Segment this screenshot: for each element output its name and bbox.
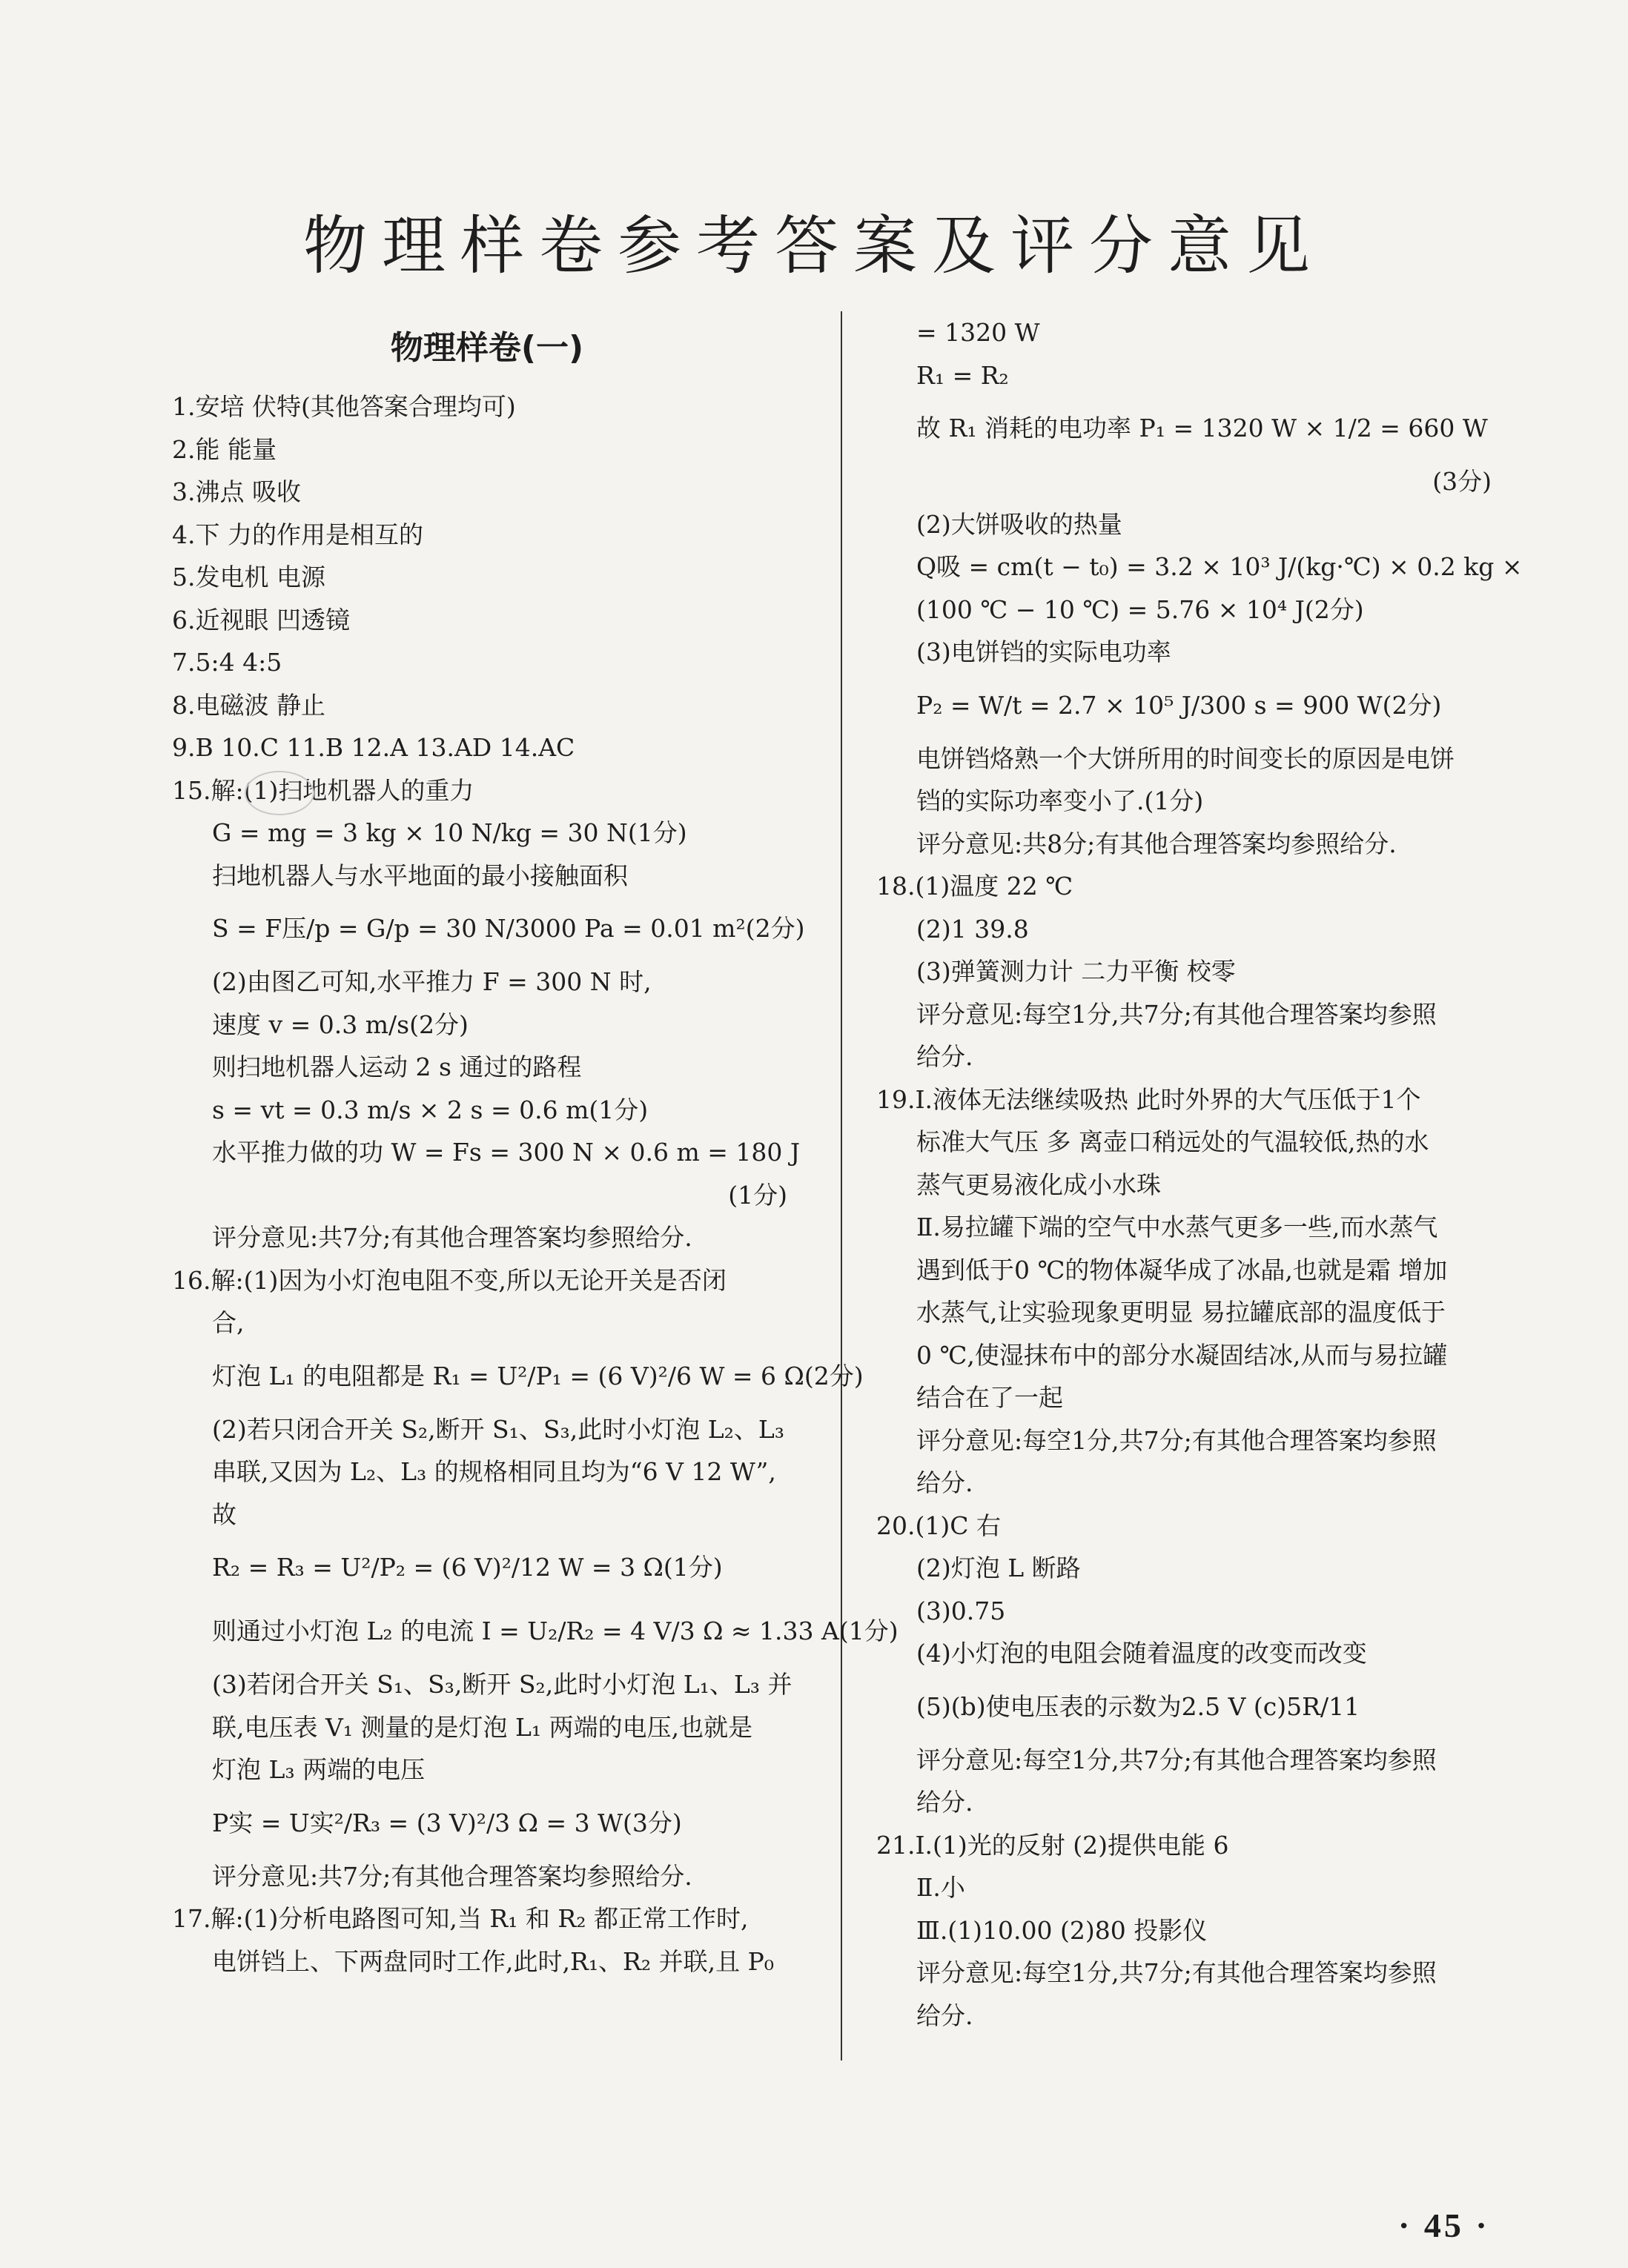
grading-note: 评分意见:共7分;有其他合理答案均参照给分. [212,1223,692,1252]
answer-16-formula: R₂ = R₃ = U²/P₂ = (6 V)²/12 W = 3 Ω(1分) [212,1553,723,1582]
score-note: (1分) [728,1180,787,1210]
answer-16-formula: 灯泡 L₁ 的电阻都是 R₁ = U²/P₁ = (6 V)²/6 W = 6 Ω(2分) [212,1361,864,1390]
section-title: 物理样卷(一) [390,329,584,367]
answer-16-formula: P实 = U实²/R₃ = (3 V)²/3 Ω = 3 W(3分) [212,1808,682,1837]
answer-1: 1.安培 伏特(其他答案合理均可) [172,392,516,421]
answer-17-line: (3)电饼铛的实际电功率 [916,637,1171,666]
answer-2: 2.能 能量 [172,434,277,464]
answer-17-line: R₁ = R₂ [916,360,1009,390]
grading-note: 给分. [916,1468,973,1497]
answer-20-line: (4)小灯泡的电阻会随着温度的改变而改变 [916,1639,1367,1668]
answer-16-line: 联,电压表 V₁ 测量的是灯泡 L₁ 两端的电压,也就是 [212,1712,753,1742]
answer-17-line: 电饼铛烙熟一个大饼所用的时间变长的原因是电饼 [916,743,1455,773]
answer-16-line: (3)若闭合开关 S₁、S₃,断开 S₂,此时小灯泡 L₁、L₃ 并 [212,1670,793,1699]
answer-17-formula: P₂ = W/t = 2.7 × 10⁵ J/300 s = 900 W(2分) [916,690,1442,720]
answer-15-line: 则扫地机器人运动 2 s 通过的路程 [212,1052,582,1081]
answer-20-formula: (5)(b)使电压表的示数为2.5 V (c)5R/11 [916,1691,1360,1721]
answer-20-line: (3)0.75 [916,1596,1006,1625]
answer-21-line: Ⅱ.小 [916,1873,965,1902]
answer-15-line: (2)由图乙可知,水平推力 F = 300 N 时, [212,967,652,996]
answer-6: 6.近视眼 凹透镜 [172,605,350,634]
grading-note: 评分意见:每空1分,共7分;有其他合理答案均参照 [916,1425,1437,1455]
answer-19-line: 水蒸气,让实验现象更明显 易拉罐底部的温度低于 [916,1298,1446,1327]
answer-17-line: = 1320 W [916,318,1040,347]
answer-15-line: s = vt = 0.3 m/s × 2 s = 0.6 m(1分) [212,1095,649,1124]
answer-18-line: (3)弹簧测力计 二力平衡 校零 [916,957,1236,986]
answer-15-formula: S = F压/p = G/p = 30 N/3000 Pa = 0.01 m²(2分) [212,914,805,943]
answer-15-line: 水平推力做的功 W = Fs = 300 N × 0.6 m = 180 J [212,1138,801,1167]
answer-8: 8.电磁波 静止 [172,690,325,720]
answer-15-line: 速度 v = 0.3 m/s(2分) [212,1009,469,1039]
answer-19-line: 遇到低于0 ℃的物体凝华成了冰晶,也就是霜 增加 [916,1255,1448,1284]
answer-16-line: 合, [212,1308,245,1337]
grading-note: 给分. [916,1042,973,1071]
answer-15-line: 15.解:(1)扫地机器人的重力 [172,775,474,805]
grading-note: 评分意见:共7分;有其他合理答案均参照给分. [212,1861,692,1891]
page-title: 物理样卷参考答案及评分意见 [303,209,1325,283]
answer-17-line: Q吸 = cm(t − t₀) = 3.2 × 10³ J/(kg·℃) × 0.2 kg × [916,552,1523,581]
score-note: (3分) [1432,467,1492,496]
column-divider [841,311,842,2060]
grading-note: 评分意见:共8分;有其他合理答案均参照给分. [916,829,1397,858]
answer-4: 4.下 力的作用是相互的 [172,520,423,549]
answer-15-line: 扫地机器人与水平地面的最小接触面积 [212,861,628,890]
answer-19-line: 结合在了一起 [916,1383,1063,1412]
answer-20-line: 20.(1)C 右 [876,1511,1001,1540]
answer-19-line: 蒸气更易液化成小水珠 [916,1170,1161,1199]
grading-note: 评分意见:每空1分,共7分;有其他合理答案均参照 [916,999,1437,1029]
answer-21-line: 21.Ⅰ.(1)光的反射 (2)提供电能 6 [876,1830,1229,1860]
answer-18-line: 18.(1)温度 22 ℃ [876,872,1073,901]
answer-15-line: G = mg = 3 kg × 10 N/kg = 30 N(1分) [212,818,687,847]
answer-17-formula: 故 R₁ 消耗的电功率 P₁ = 1320 W × 1/2 = 660 W [916,414,1488,442]
answer-5: 5.发电机 电源 [172,563,325,591]
answer-16-line: 16.解:(1)因为小灯泡电阻不变,所以无论开关是否闭 [172,1265,727,1295]
grading-note: 给分. [916,1788,973,1817]
answer-17-line: 铛的实际功率变小了.(1分) [916,786,1204,815]
answer-21-line: Ⅲ.(1)10.00 (2)80 投影仪 [916,1915,1208,1945]
answer-7: 7.5:4 4:5 [172,648,282,677]
page-number: · 45 · [1398,2206,1490,2244]
answer-20-line: (2)灯泡 L 断路 [916,1554,1081,1582]
answer-19-line: 0 ℃,使湿抹布中的部分水凝固结冰,从而与易拉罐 [916,1340,1448,1370]
answer-19-line: 19.Ⅰ.液体无法继续吸热 此时外界的大气压低于1个 [876,1084,1421,1114]
answer-3: 3.沸点 吸收 [172,477,301,506]
answer-16-line: 灯泡 L₃ 两端的电压 [212,1755,426,1784]
answer-17-line: 电饼铛上、下两盘同时工作,此时,R₁、R₂ 并联,且 P₀ [212,1946,775,1976]
answer-17-line: (2)大饼吸收的热量 [916,509,1122,539]
left-column [172,326,899,1983]
right-column [876,318,1523,2037]
grading-note: 给分. [916,2000,973,2030]
answer-16-formula: 则通过小灯泡 L₂ 的电流 I = U₂/R₂ = 4 V/3 Ω ≈ 1.33 A(1分) [212,1617,899,1645]
answer-16-line: (2)若只闭合开关 S₂,断开 S₁、S₃,此时小灯泡 L₂、L₃ [212,1414,784,1444]
answer-19-line: Ⅱ.易拉罐下端的空气中水蒸气更多一些,而水蒸气 [916,1213,1438,1241]
answer-18-line: (2)1 39.8 [916,914,1029,944]
answer-16-line: 串联,又因为 L₂、L₃ 的规格相同且均为“6 V 12 W”, [212,1457,776,1486]
answer-19-line: 标准大气压 多 离壶口稍远处的气温较低,热的水 [916,1127,1429,1156]
grading-note: 评分意见:每空1分,共7分;有其他合理答案均参照 [916,1958,1437,1987]
answer-17-line: 17.解:(1)分析电路图可知,当 R₁ 和 R₂ 都正常工作时, [172,1904,749,1933]
grading-note: 评分意见:每空1分,共7分;有其他合理答案均参照 [916,1745,1437,1774]
answer-16-line: 故 [212,1499,236,1529]
answer-9-14: 9.B 10.C 11.B 12.A 13.AD 14.AC [172,733,575,762]
stamp-mark [245,771,314,815]
answer-17-line: (100 ℃ − 10 ℃) = 5.76 × 10⁴ J(2分) [916,594,1364,624]
